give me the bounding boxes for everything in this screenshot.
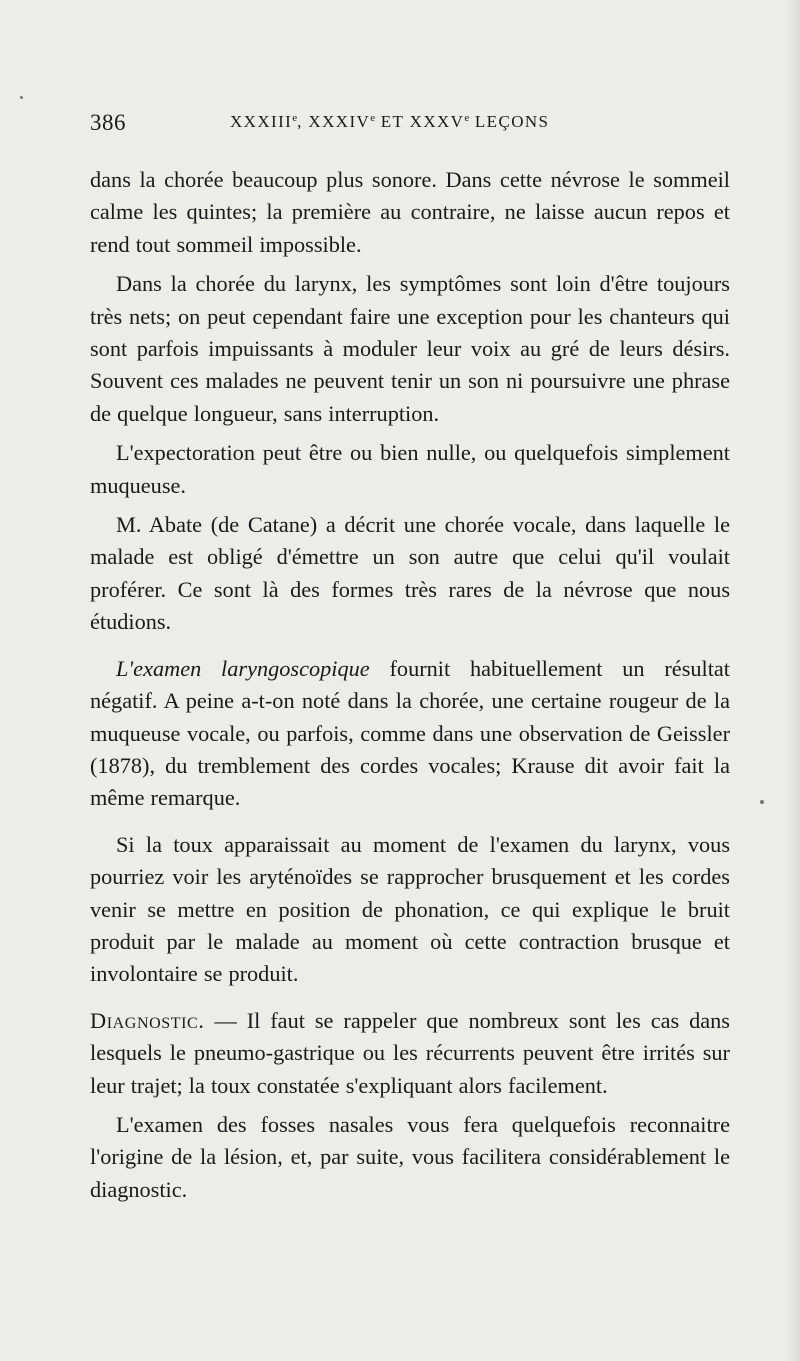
- section-heading-diagnostic: Diagnostic.: [90, 1007, 205, 1033]
- paragraph-5-text: fournit habituellement un résultat négatif. A peine a-t-on noté dans la chorée, une certaine rougeur de la muqueuse vocale, ou parfois, comme dans une observation de Geissler (1878), du tremblement des cordes vocales; Krause dit avoir fait la même remarque.: [90, 655, 731, 811]
- paragraph-4: M. Abate (de Catane) a décrit une chorée vocale, dans laquelle le malade est obligé d'émettre un son autre que celui qu'il voulait proférer. Ce sont là des formes très rares de la névrose que nous étudions.: [90, 512, 730, 635]
- running-head-part-3: ET XXXV: [375, 112, 465, 131]
- running-head: [230, 112, 549, 132]
- body-text: [90, 164, 730, 1213]
- paragraph-8: L'examen des fosses nasales vous fera quelquefois reconnaitre l'origine de la lésion, et, par suite, vous facilitera considérablement le diagnostic.: [90, 1111, 730, 1202]
- paragraph-2: Dans la chorée du larynx, les symptômes sont loin d'être toujours très nets; on peut cependant faire une exception pour les chanteurs qui sont parfois impuissants à moduler leur voix au gré de leurs désirs. Souvent ces malades ne peuvent tenir un son ni poursuivre une phrase de quelque longueur, sans interruption.: [90, 271, 730, 426]
- italic-term: L'examen laryngoscopique: [116, 655, 370, 681]
- paragraph-7-text: — Il faut se rappeler que nombreux sont les cas dans lesquels le pneumo-gastrique ou les récurrents peuvent être irrités sur leur trajet; la toux constatée s'expliquant alors facilement.: [90, 1007, 730, 1098]
- paragraph-6: Si la toux apparaissait au moment de l'examen du larynx, vous pourriez voir les aryténoïdes se rapprocher brusquement et les cordes venir se mettre en position de phonation, ce qui explique le bruit produit par le malade au moment où cette contraction brusque et involontaire se produit.: [90, 831, 730, 987]
- print-speck: [20, 96, 23, 99]
- paragraph-1: dans la chorée beaucoup plus sonore. Dans cette névrose le sommeil calme les quintes; la première au contraire, ne laisse aucun repos et rend tout sommeil impossible.: [90, 167, 730, 257]
- paragraph-7: [90, 1005, 730, 1102]
- running-head-sup-2: e: [370, 112, 376, 124]
- print-speck: [760, 800, 764, 804]
- running-head-part-1: XXXIII: [230, 112, 293, 131]
- page-header: [90, 110, 730, 142]
- page-number: 386: [90, 110, 126, 135]
- running-head-part-4: LEÇONS: [469, 112, 550, 131]
- running-head-part-2: , XXXIV: [297, 112, 371, 131]
- running-head-sup-1: e: [292, 112, 298, 124]
- page-edge-shadow: [786, 0, 800, 1361]
- paragraph-5: [90, 653, 730, 815]
- running-head-sup-3: e: [464, 112, 470, 124]
- paragraph-3: L'expectoration peut être ou bien nulle, ou quelquefois simplement muqueuse.: [90, 440, 730, 498]
